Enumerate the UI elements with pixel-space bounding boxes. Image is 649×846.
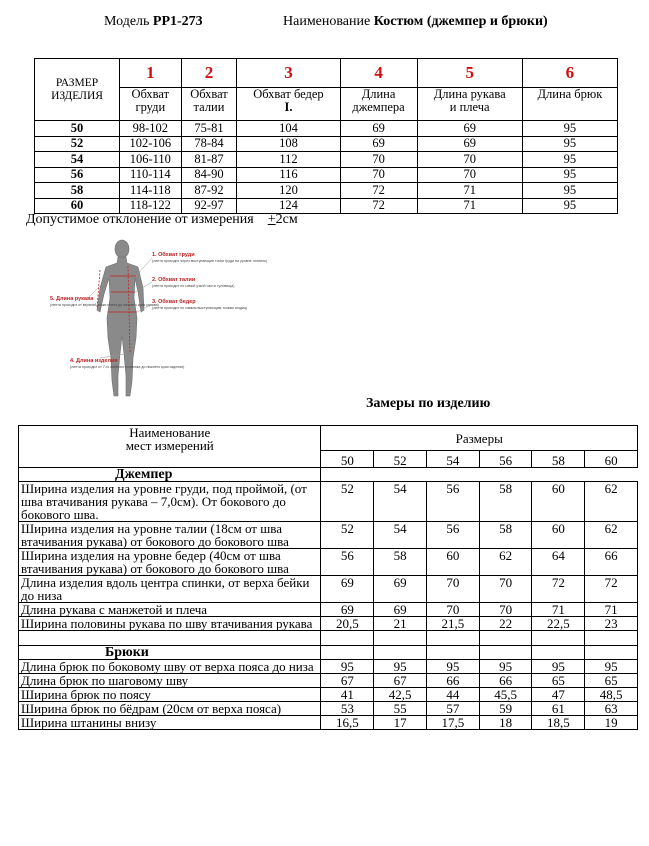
size-row — [35, 167, 618, 183]
size-row — [35, 136, 618, 152]
measurement-value: 18,5 — [532, 716, 585, 730]
measurement-row — [19, 660, 638, 674]
size-value-cell: 92-97 — [181, 198, 237, 214]
column-title — [237, 88, 340, 121]
size-header-cell: 60 — [585, 451, 638, 468]
figure-sub-chest: (лента проходит через выступающие точки груди на уровне лопаток) — [152, 259, 268, 263]
measurement-value: 95 — [585, 660, 638, 674]
size-value-cell: 98-102 — [120, 121, 182, 137]
figure-sub-sleeve: (лента проходит от верхней точки плеча до нижнего края рукава) — [50, 303, 159, 307]
measurement-value: 22 — [479, 617, 532, 631]
column-title-line: и плеча — [449, 100, 490, 114]
measurement-value: 17,5 — [426, 716, 479, 730]
size-cell: 56 — [35, 167, 120, 183]
measurement-row — [19, 603, 638, 617]
name-value: Костюм (джемпер и брюки) — [373, 14, 548, 29]
measurement-value: 71 — [585, 603, 638, 617]
size-cell: 50 — [35, 121, 120, 137]
measurement-label: Ширина изделия на уровне талии (18см от шва втачивания рукава) от бокового до бокового шва — [19, 522, 321, 549]
tolerance-note — [26, 212, 298, 228]
measurement-value: 70 — [479, 603, 532, 617]
measurement-value: 66 — [426, 674, 479, 688]
size-header-cell: 52 — [374, 451, 427, 468]
size-value-cell: 95 — [522, 152, 617, 168]
size-value-cell: 69 — [340, 121, 417, 137]
measurements-title: Замеры по изделию — [366, 396, 491, 411]
column-number: 5 — [417, 59, 522, 88]
measurement-row — [19, 576, 638, 603]
measurement-value: 70 — [426, 603, 479, 617]
measurement-label: Длина брюк по шаговому шву — [19, 674, 321, 688]
size-value-cell: 75-81 — [181, 121, 237, 137]
size-value-cell: 114-118 — [120, 183, 182, 199]
measurement-value: 70 — [426, 576, 479, 603]
size-value-cell: 118-122 — [120, 198, 182, 214]
spacer-cell — [479, 631, 532, 646]
measurement-value: 69 — [321, 576, 374, 603]
size-value-cell: 71 — [417, 183, 522, 199]
measurement-value: 21,5 — [426, 617, 479, 631]
section-title: Брюки — [19, 646, 321, 660]
measurement-value: 59 — [479, 702, 532, 716]
spacer-cell — [532, 631, 585, 646]
measurement-value: 54 — [374, 522, 427, 549]
name-label: Наименование — [283, 14, 371, 29]
measurement-value: 65 — [532, 674, 585, 688]
size-cell: 58 — [35, 183, 120, 199]
size-value-cell: 95 — [522, 136, 617, 152]
size-value-cell: 95 — [522, 183, 617, 199]
size-value-cell: 108 — [237, 136, 340, 152]
figure-label-length: 4. Длина изделия — [70, 358, 118, 364]
measurement-value: 62 — [479, 549, 532, 576]
tolerance-value: 2см — [275, 212, 298, 227]
size-row — [35, 121, 618, 137]
measurement-label: Длина рукава с манжетой и плеча — [19, 603, 321, 617]
measurement-value: 61 — [532, 702, 585, 716]
measurement-label: Ширина изделия на уровне бедер (40см от шва втачивания рукава) от бокового до бокового шва — [19, 549, 321, 576]
size-value-cell: 81-87 — [181, 152, 237, 168]
measurement-value: 67 — [374, 674, 427, 688]
measurement-row — [19, 674, 638, 688]
column-title-line: Обхват бедер — [253, 87, 324, 101]
measurement-row — [19, 549, 638, 576]
measurement-value: 56 — [321, 549, 374, 576]
size-value-cell: 124 — [237, 198, 340, 214]
figure-sub-hips: (лента проходит по самым выступающим точкам ягодиц) — [152, 306, 248, 310]
size-corner-label-1: РАЗМЕР — [55, 76, 99, 89]
column-title — [522, 88, 617, 121]
measurement-value: 71 — [532, 603, 585, 617]
measurement-row — [19, 702, 638, 716]
column-title-line: Длина брюк — [537, 87, 603, 101]
column-number: 1 — [120, 59, 182, 88]
measurement-value: 52 — [321, 522, 374, 549]
figure-label-hips: 3. Обхват бедер — [152, 299, 196, 305]
column-title — [120, 88, 182, 121]
size-value-cell: 112 — [237, 152, 340, 168]
column-title-line: Обхват — [190, 87, 228, 101]
size-rows — [35, 121, 618, 214]
column-title-line: джемпера — [352, 100, 405, 114]
measurement-value: 20,5 — [321, 617, 374, 631]
figure-sub-length: (лента проходит от 7-го шейного позвонка до нижнего края изделия) — [70, 365, 185, 369]
measurement-value: 56 — [426, 482, 479, 522]
measurement-value: 17 — [374, 716, 427, 730]
measurement-value: 58 — [479, 522, 532, 549]
measurement-value: 57 — [426, 702, 479, 716]
size-corner-cell — [35, 59, 120, 121]
measurement-value: 66 — [479, 674, 532, 688]
size-row — [35, 183, 618, 199]
measurement-value: 53 — [321, 702, 374, 716]
measurement-value: 72 — [585, 576, 638, 603]
pants-section — [19, 631, 638, 730]
size-row — [35, 152, 618, 168]
measurement-value: 44 — [426, 688, 479, 702]
measurement-value: 22,5 — [532, 617, 585, 631]
size-cell: 52 — [35, 136, 120, 152]
measurement-value: 45,5 — [479, 688, 532, 702]
column-title-line: I. — [284, 100, 293, 114]
sizes-header: Размеры — [321, 426, 638, 451]
measurement-value: 72 — [532, 576, 585, 603]
measurement-value: 69 — [321, 603, 374, 617]
size-value-cell: 87-92 — [181, 183, 237, 199]
measurement-value: 58 — [479, 482, 532, 522]
measurement-value: 95 — [321, 660, 374, 674]
column-number: 6 — [522, 59, 617, 88]
model-code: РР1-273 — [152, 14, 203, 29]
measurement-label: Ширина брюк по поясу — [19, 688, 321, 702]
measurement-value: 41 — [321, 688, 374, 702]
measurement-value: 56 — [426, 522, 479, 549]
figure-label-waist: 2. Обхват талии — [152, 277, 196, 283]
measurement-value: 55 — [374, 702, 427, 716]
measurement-value: 18 — [479, 716, 532, 730]
figure-sub-waist: (лента проходит по самой узкой части туловища) — [152, 284, 235, 288]
measurement-value: 64 — [532, 549, 585, 576]
measurement-figure — [40, 236, 270, 408]
measurement-value: 19 — [585, 716, 638, 730]
measurement-row — [19, 522, 638, 549]
measurement-value: 16,5 — [321, 716, 374, 730]
measurement-value: 69 — [374, 603, 427, 617]
size-value-cell: 102-106 — [120, 136, 182, 152]
measurement-value: 54 — [374, 482, 427, 522]
measurement-value: 62 — [585, 482, 638, 522]
measurement-value: 23 — [585, 617, 638, 631]
size-table — [34, 58, 618, 214]
figure-label-sleeve: 5. Длина рукава — [50, 296, 94, 302]
measurement-row — [19, 716, 638, 730]
size-cell: 60 — [35, 198, 120, 214]
column-title-line: груди — [135, 100, 166, 114]
column-title-line: Длина — [361, 87, 396, 101]
measurement-label: Ширина брюк по бёдрам (20см от верха пояса) — [19, 702, 321, 716]
measurement-value: 70 — [479, 576, 532, 603]
size-value-cell: 110-114 — [120, 167, 182, 183]
measurement-value: 95 — [479, 660, 532, 674]
section-title: Джемпер — [19, 468, 321, 482]
measurement-value: 67 — [321, 674, 374, 688]
size-cell: 54 — [35, 152, 120, 168]
tolerance-pm: + — [267, 212, 276, 227]
empty-cell — [426, 646, 479, 660]
spacer-cell — [426, 631, 479, 646]
size-value-cell: 84-90 — [181, 167, 237, 183]
spacer-cell — [321, 631, 374, 646]
measurement-row — [19, 688, 638, 702]
size-value-cell: 69 — [417, 121, 522, 137]
empty-cell — [321, 646, 374, 660]
name-header-line-2: мест измерений — [125, 438, 214, 453]
jumper-section — [19, 468, 638, 631]
empty-cell — [479, 646, 532, 660]
figure-label-chest: 1. Обхват груди — [152, 252, 195, 258]
measurement-value: 63 — [585, 702, 638, 716]
measurement-value: 47 — [532, 688, 585, 702]
size-value-cell: 116 — [237, 167, 340, 183]
size-value-cell: 72 — [340, 183, 417, 199]
measurement-value: 95 — [374, 660, 427, 674]
measurement-value: 62 — [585, 522, 638, 549]
size-value-cell: 95 — [522, 121, 617, 137]
size-header-cell: 56 — [479, 451, 532, 468]
column-title-line: Обхват — [131, 87, 170, 101]
section-title-row — [19, 646, 638, 660]
size-value-cell: 70 — [417, 167, 522, 183]
size-value-cell: 95 — [522, 198, 617, 214]
measurement-value: 95 — [426, 660, 479, 674]
spacer-row — [19, 631, 638, 646]
empty-cell — [585, 646, 638, 660]
size-value-cell: 104 — [237, 121, 340, 137]
size-value-cell: 70 — [417, 152, 522, 168]
column-title-line: талии — [193, 100, 225, 114]
size-header-cell: 54 — [426, 451, 479, 468]
measurement-value: 65 — [585, 674, 638, 688]
spacer-cell — [19, 631, 321, 646]
column-title — [181, 88, 237, 121]
size-value-cell: 70 — [340, 152, 417, 168]
size-value-cell: 70 — [340, 167, 417, 183]
size-header-cell: 50 — [321, 451, 374, 468]
column-title-line: Длина рукава — [433, 87, 506, 101]
column-number: 4 — [340, 59, 417, 88]
empty-cell — [374, 646, 427, 660]
size-value-cell: 69 — [340, 136, 417, 152]
size-value-cell: 72 — [340, 198, 417, 214]
measurement-value: 21 — [374, 617, 427, 631]
measurement-label: Ширина штанины внизу — [19, 716, 321, 730]
measurement-value: 42,5 — [374, 688, 427, 702]
measurement-value: 48,5 — [585, 688, 638, 702]
measurement-label: Длина изделия вдоль центра спинки, от верха бейки до низа — [19, 576, 321, 603]
measurement-value: 58 — [374, 549, 427, 576]
measurement-value: 95 — [532, 660, 585, 674]
measurement-value: 60 — [532, 482, 585, 522]
measurement-label: Ширина половины рукава по шву втачивания рукава — [19, 617, 321, 631]
measurement-value: 66 — [585, 549, 638, 576]
size-value-cell: 106-110 — [120, 152, 182, 168]
column-title — [340, 88, 417, 121]
size-value-cell: 71 — [417, 198, 522, 214]
measurement-label: Длина брюк по боковому шву от верха пояса до низа — [19, 660, 321, 674]
measurement-row — [19, 482, 638, 522]
size-value-cell: 95 — [522, 167, 617, 183]
column-title — [417, 88, 522, 121]
model-label: Модель — [104, 14, 150, 29]
name-header-line-1: Наименование — [129, 425, 211, 440]
spacer-cell — [585, 631, 638, 646]
name-line — [283, 14, 548, 30]
spacer-cell — [374, 631, 427, 646]
empty-cell — [532, 646, 585, 660]
size-value-cell: 120 — [237, 183, 340, 199]
measurement-value: 69 — [374, 576, 427, 603]
tolerance-text: Допустимое отклонение от измерения — [26, 212, 254, 227]
size-value-cell: 69 — [417, 136, 522, 152]
column-number: 3 — [237, 59, 340, 88]
model-line — [104, 14, 203, 30]
measurement-value: 52 — [321, 482, 374, 522]
measurements-table — [18, 425, 638, 730]
size-corner-label-2: ИЗДЕЛИЯ — [51, 89, 103, 102]
measurement-label: Ширина изделия на уровне груди, под проймой, (от шва втачивания рукава – 7,0см). От бокового до бокового шва. — [19, 482, 321, 522]
size-header-cell: 58 — [532, 451, 585, 468]
measurements-name-header — [19, 426, 321, 468]
measurement-value: 60 — [426, 549, 479, 576]
section-title-row — [19, 468, 638, 482]
column-number: 2 — [181, 59, 237, 88]
measurement-value: 60 — [532, 522, 585, 549]
size-value-cell: 78-84 — [181, 136, 237, 152]
measurement-row — [19, 617, 638, 631]
